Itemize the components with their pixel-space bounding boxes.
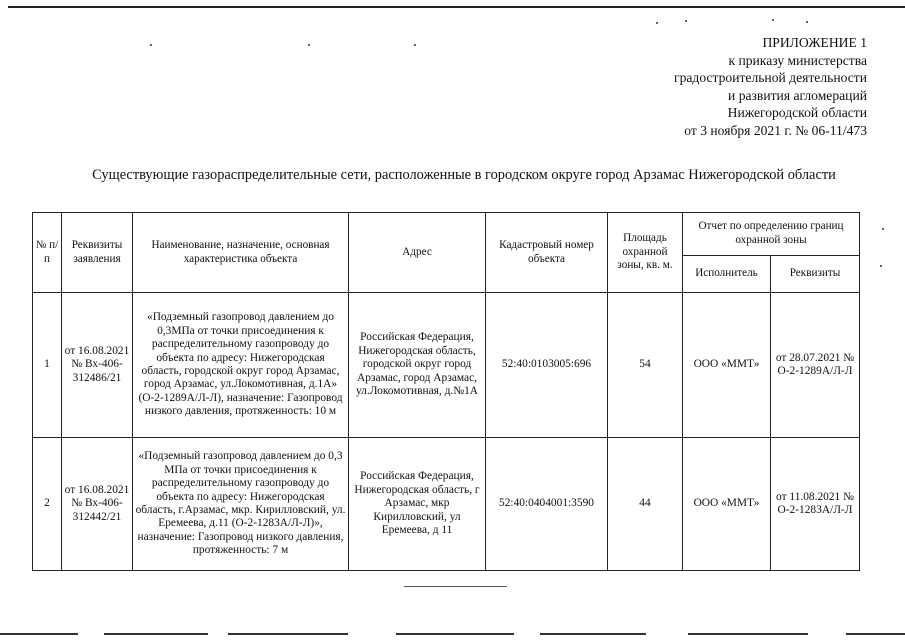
scan-bottom-marks [0,633,905,635]
row-num: 1 [33,293,62,438]
table-row [33,293,860,438]
scan-top-border [8,6,905,8]
header-executor: Исполнитель [683,256,771,293]
header-report-requisites: Реквизиты [771,256,860,293]
row-area: 44 [608,438,683,571]
scan-speck [656,22,658,24]
header-cadastral: Кадастровый номер объекта [486,213,608,293]
scan-speck [806,21,808,23]
appendix-line: градостроительной деятельности [674,70,867,86]
appendix-line: Нижегородской области [727,105,867,121]
gas-networks-table [32,212,860,571]
header-report-group: Отчет по определению границ охранной зоны [683,213,860,256]
row-address: Российская Федерация, Нижегородская область, г Арзамас, мкр Кирилловский, ул Еремеева, д 11 [349,438,486,571]
row-object-name: «Подземный газопровод давлением до 0,3 МПа от точки присоединения к распределительному газопроводу до объекта по адресу: Нижегородская область, г.Арзамас, мкр. Кирилловский, ул. Еремеева, д.11 (О-2-1283А/Л-Л)», назначение: Газопровод низкого давления, протяженность: 7 м [133,438,349,571]
header-object-name: Наименование, назначение, основная характеристика объекта [133,213,349,293]
appendix-line: к приказу министерства [728,52,867,68]
scan-mark [0,633,78,635]
footer-divider [404,586,507,587]
scan-mark [396,633,514,635]
row-report-requisites: от 28.07.2021 № О-2-1289А/Л-Л [771,293,860,438]
scan-mark [846,633,905,635]
header-num: № п/п [33,213,62,293]
scan-speck [685,20,687,22]
row-cadastral: 52:40:0103005:696 [486,293,608,438]
scan-speck [772,19,774,21]
scan-speck [882,228,884,230]
scan-speck [880,265,882,267]
scan-mark [540,633,646,635]
row-cadastral: 52:40:0404001:3590 [486,438,608,571]
row-requisites: от 16.08.2021 № Вх-406-312486/21 [62,293,133,438]
table-row [33,438,860,571]
scan-speck [308,44,310,46]
row-requisites: от 16.08.2021 № Вх-406-312442/21 [62,438,133,571]
scan-mark [688,633,808,635]
header-area: Площадь охранной зоны, кв. м. [608,213,683,293]
row-address: Российская Федерация, Нижегородская область, городской округ город Арзамас, город Арзамас, ул.Локомотивная, д.№1А [349,293,486,438]
header-requisites: Реквизиты заявления [62,213,133,293]
row-area: 54 [608,293,683,438]
header-address: Адрес [349,213,486,293]
row-num: 2 [33,438,62,571]
document-title: Существующие газораспределительные сети, расположенные в городском округе город Арзамас Нижегородской области [92,167,836,183]
scan-mark [104,633,208,635]
scan-speck [150,44,152,46]
appendix-block [674,34,867,140]
appendix-line: ПРИЛОЖЕНИЕ 1 [762,35,867,50]
appendix-line: и развития агломераций [728,87,867,103]
row-executor: ООО «ММТ» [683,293,771,438]
scan-mark [228,633,348,635]
appendix-line: от 3 ноября 2021 г. № 06-11/473 [684,122,867,138]
row-object-name: «Подземный газопровод давлением до 0,3МПа от точки присоединения к распределительному газопроводу до объекта по адресу: Нижегородская область, городской округ город Арзамас, город Арзамас, ул.Локомотивная, д.1А» (О-2-1289А/Л-Л), назначение: Газопровод низкого давления, протяженность: 10 м [133,293,349,438]
scan-speck [414,44,416,46]
row-report-requisites: от 11.08.2021 № О-2-1283А/Л-Л [771,438,860,571]
row-executor: ООО «ММТ» [683,438,771,571]
